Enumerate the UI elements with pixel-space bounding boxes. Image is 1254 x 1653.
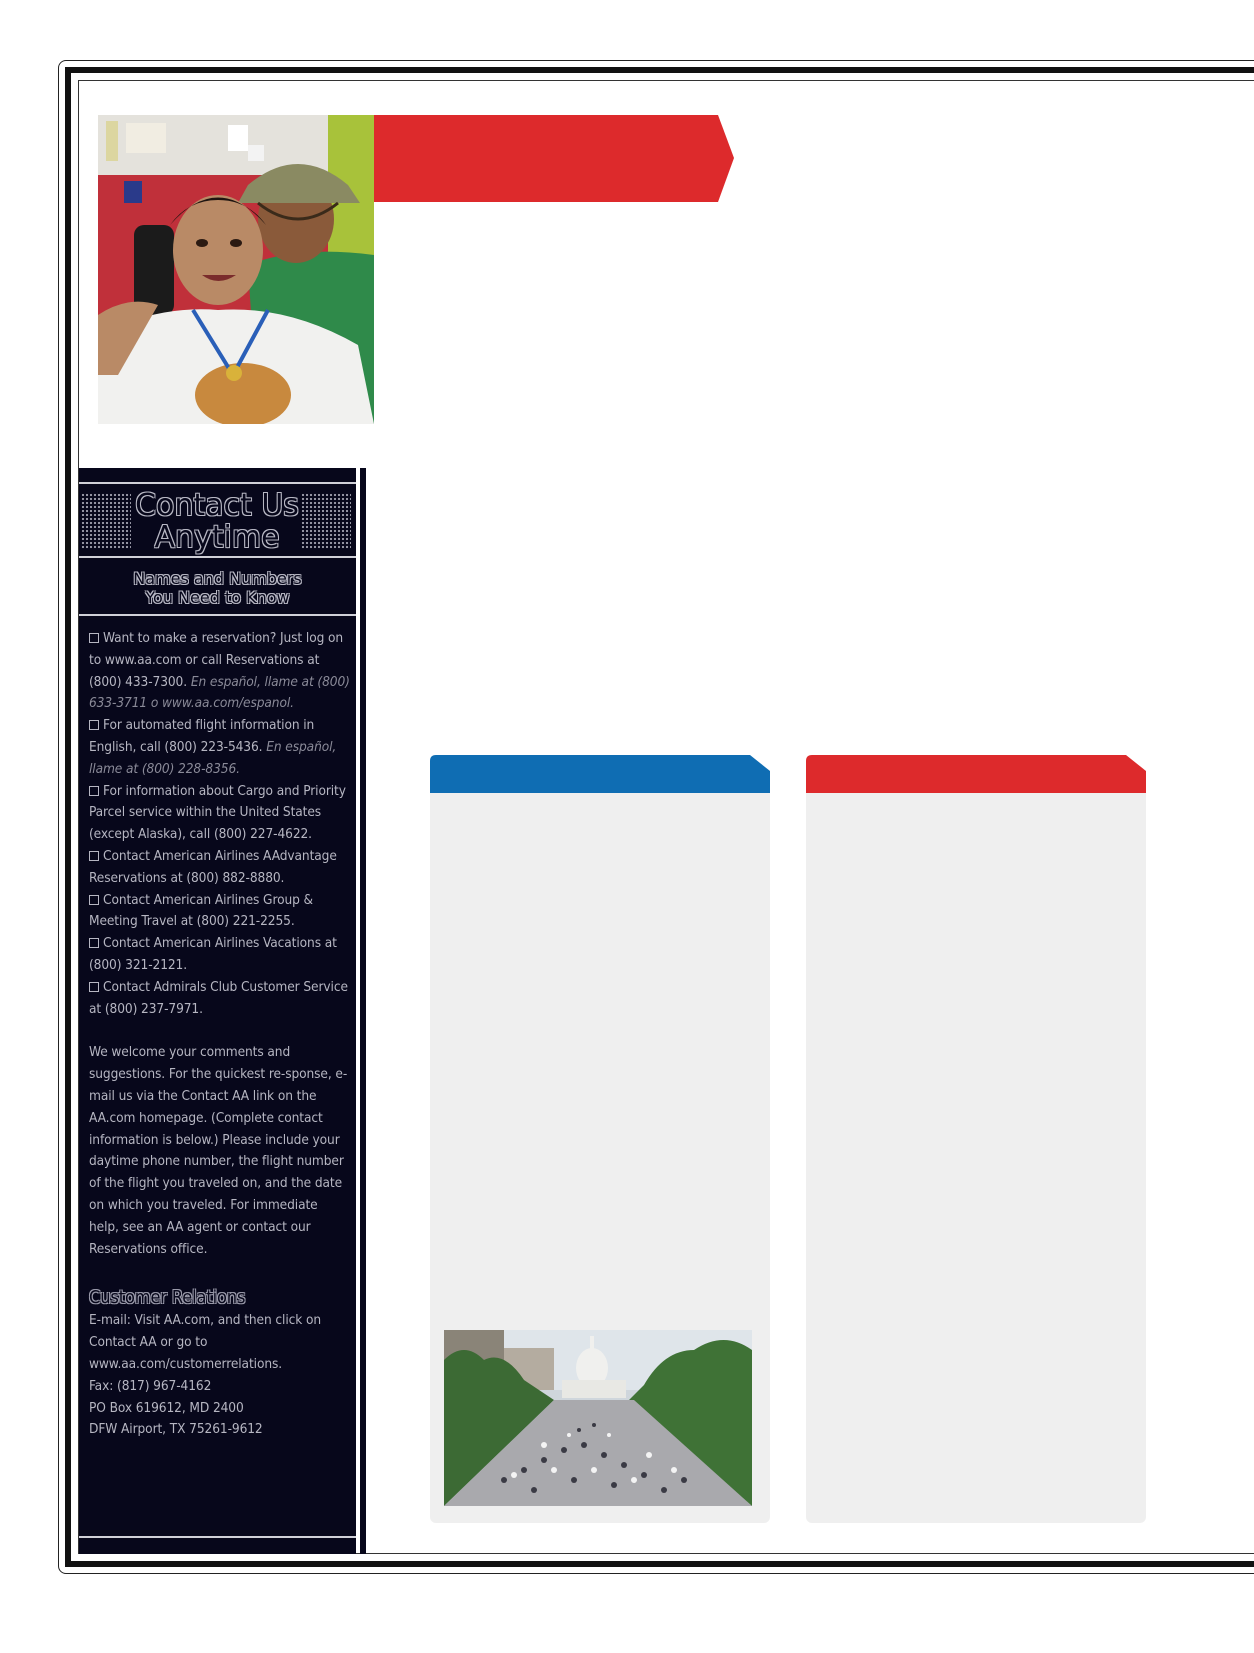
contact-item-spanish: En español, llame at (800) 633-3711 o www.aa.com/espanol. (89, 673, 350, 712)
sidebar-title-line2: Anytime (154, 520, 280, 555)
customer-relations-heading: Customer Relations (89, 1287, 246, 1309)
contact-sidebar (79, 468, 356, 1554)
customer-relations-fax: Fax: (817) 967-4162 (89, 1377, 212, 1394)
checkbox-icon (89, 895, 99, 905)
checkbox-icon (89, 938, 99, 948)
sidebar-rule-top (79, 482, 356, 484)
contact-item-text: For information about Cargo and Priority Parcel service within the United States (except Alaska), call (800) 227-4622. (89, 782, 346, 843)
sidebar-vertical-rule (360, 468, 366, 1554)
customer-relations-email: E-mail: Visit AA.com, and then click on Contact AA or go to www.aa.com/customerrelations. (89, 1312, 322, 1372)
panel-left-tab (430, 755, 770, 797)
contact-item-spanish: En español, llame at (800) 228-8356. (89, 738, 337, 777)
customer-relations-city: DFW Airport, TX 75261-9612 (89, 1421, 263, 1438)
contact-item (89, 628, 351, 715)
contact-item (89, 781, 351, 846)
sidebar-subtitle (79, 569, 356, 607)
contact-item-text: Want to make a reservation? Just log on to www.aa.com or call Reservations at (800) 433-7300. (89, 630, 344, 690)
race-crowd-photo (444, 1330, 752, 1506)
contact-item (89, 890, 351, 934)
checkbox-icon (89, 851, 99, 861)
dot-pattern-left (81, 493, 131, 549)
checkbox-icon (89, 786, 99, 796)
contact-item (89, 977, 351, 1021)
customer-relations-po-box: PO Box 619612, MD 2400 (89, 1399, 244, 1416)
sidebar-title-line1: Contact Us (135, 488, 299, 523)
contact-item-text: Contact American Airlines AAdvantage Reservations at (800) 882-8880. (89, 847, 337, 886)
sidebar-subtitle-line1: Names and Numbers (133, 569, 302, 588)
panel-right-tab (806, 755, 1146, 797)
panel-right (806, 770, 1146, 1523)
sidebar-rule-bottom (79, 1536, 356, 1538)
red-banner (374, 115, 734, 202)
sidebar-body (89, 628, 351, 1441)
portrait-photo (98, 115, 374, 424)
checkbox-icon (89, 633, 99, 643)
sidebar-title (127, 490, 307, 554)
contact-item (89, 846, 351, 890)
contact-item-text: Contact American Airlines Vacations at (800) 321-2121. (89, 935, 337, 973)
checkbox-icon (89, 982, 99, 992)
sidebar-subtitle-line2: You Need to Know (145, 588, 290, 607)
dot-pattern-right (301, 493, 351, 549)
sidebar-rule-subtitle (79, 614, 356, 616)
sidebar-rule-title (79, 556, 356, 558)
checkbox-icon (89, 720, 99, 730)
contact-item-text: Contact Admirals Club Customer Service at (800) 237-7971. (89, 978, 348, 1017)
contact-item (89, 933, 351, 977)
contact-item-text: Contact American Airlines Group & Meeting Travel at (800) 221-2255. (89, 891, 313, 930)
welcome-paragraph: We welcome your comments and suggestions. For the quickest re-sponse, e-mail us via the Contact AA link on the AA.com homepage. (Complete contact information is below.) Please include your daytime phone number, the flight number of the flight you traveled on, and the date on which you traveled. For immediate help, see an AA agent or contact our Reservations office. (89, 1044, 348, 1257)
contact-item-text: For automated flight information in English, call (800) 223-5436. (89, 717, 315, 755)
contact-item (89, 715, 351, 780)
